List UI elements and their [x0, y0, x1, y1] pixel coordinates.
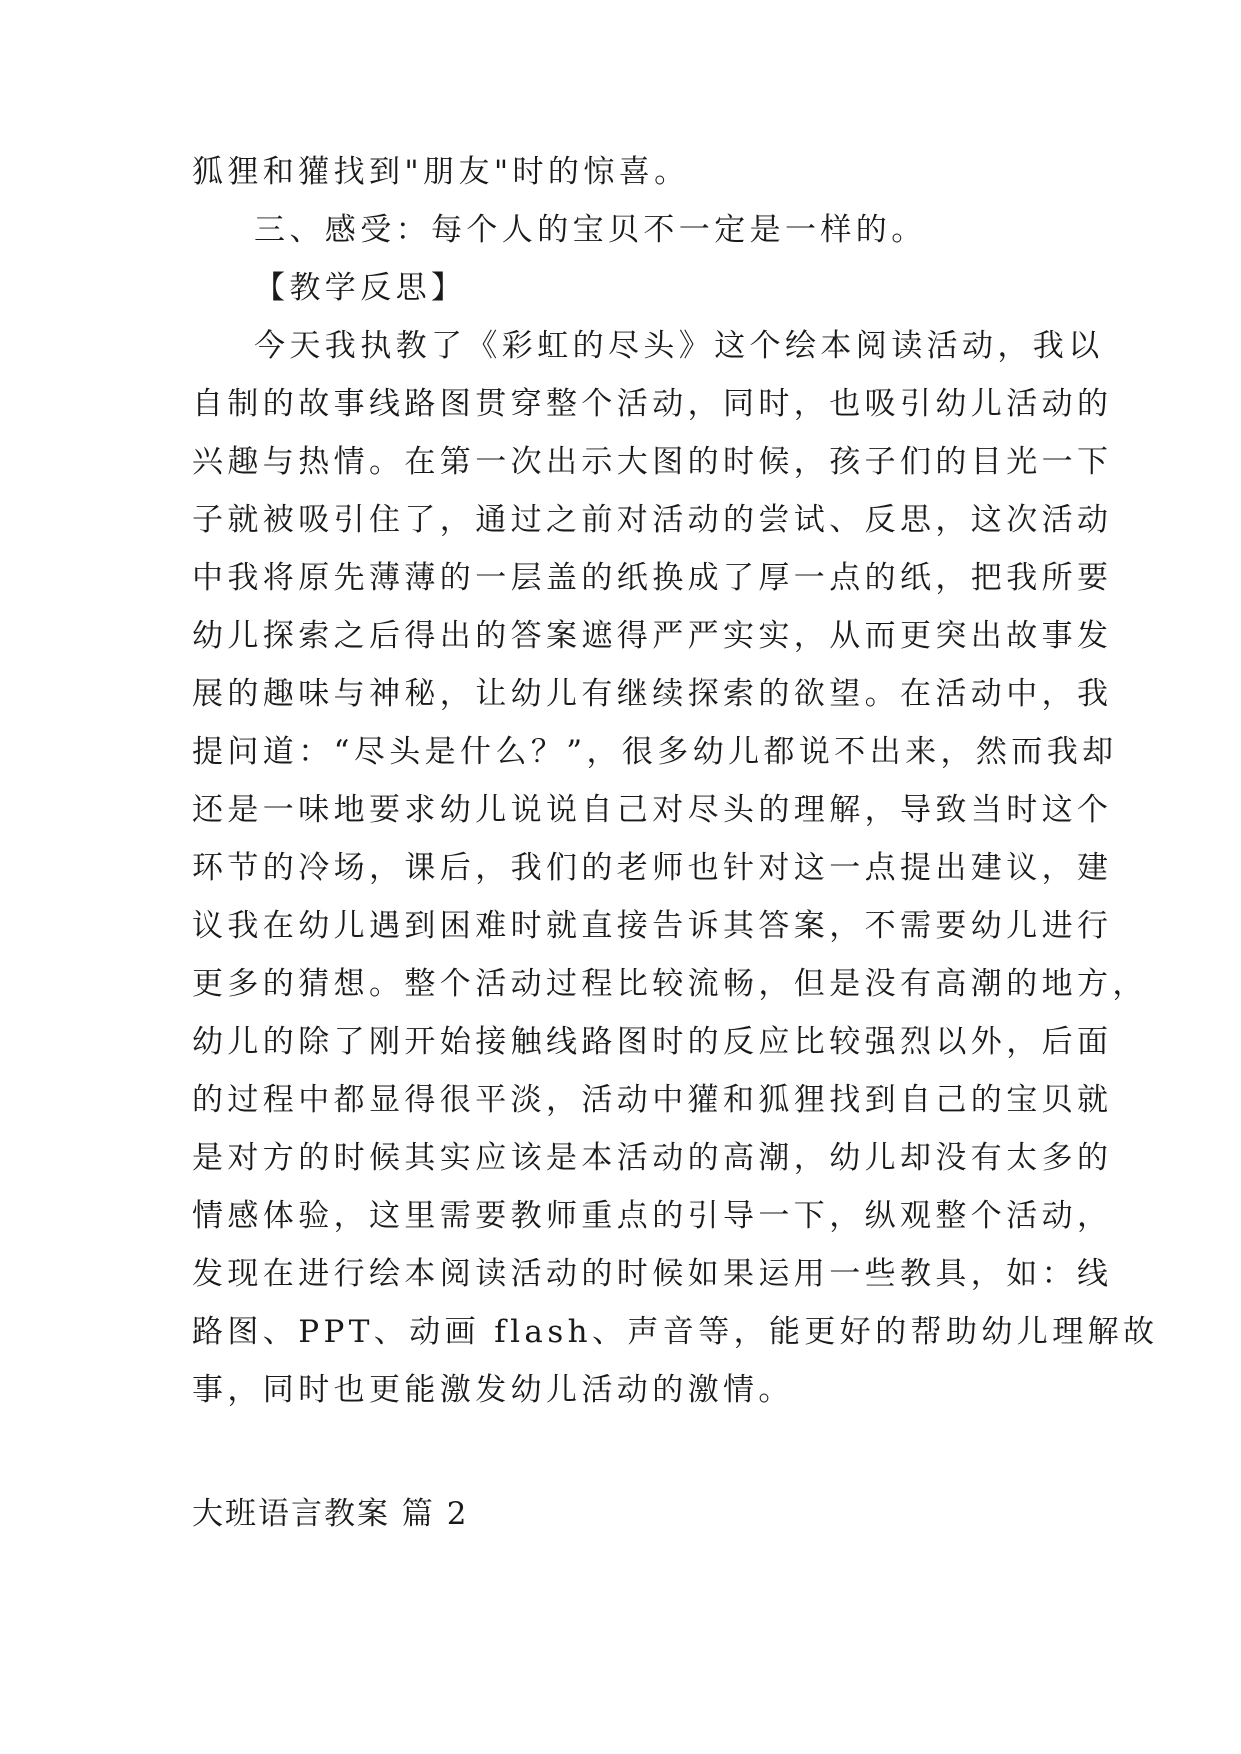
paragraph-line: 还是一味地要求幼儿说说自己对尽头的理解，导致当时这个: [192, 792, 1113, 828]
paragraph-line: 幼儿探索之后得出的答案遮得严严实实，从而更突出故事发: [192, 618, 1113, 654]
paragraph-line: 是对方的时候其实应该是本活动的高潮，幼儿却没有太多的: [192, 1140, 1113, 1176]
paragraph-line: 提问道：“尽头是什么？”，很多幼儿都说不出来，然而我却: [192, 734, 1118, 770]
paragraph-line: 环节的冷场，课后，我们的老师也针对这一点提出建议，建: [192, 850, 1113, 886]
paragraph-line: 兴趣与热情。在第一次出示大图的时候，孩子们的目光一下: [192, 444, 1113, 480]
paragraph-line: 三、感受：每个人的宝贝不一定是一样的。: [254, 212, 927, 248]
paragraph-line: 子就被吸引住了，通过之前对活动的尝试、反思，这次活动: [192, 502, 1113, 538]
section-heading: 大班语言教案 篇 2: [192, 1496, 469, 1532]
paragraph-line: 自制的故事线路图贯穿整个活动，同时，也吸引幼儿活动的: [192, 386, 1113, 422]
paragraph-line: 今天我执教了《彩虹的尽头》这个绘本阅读活动，我以: [254, 328, 1104, 364]
paragraph-line: 的过程中都显得很平淡，活动中獾和狐狸找到自己的宝贝就: [192, 1082, 1113, 1118]
paragraph-line: 议我在幼儿遇到困难时就直接告诉其答案，不需要幼儿进行: [192, 908, 1113, 944]
paragraph-line: 发现在进行绘本阅读活动的时候如果运用一些教具，如：线: [192, 1256, 1113, 1292]
paragraph-line: 事，同时也更能激发幼儿活动的激情。: [192, 1372, 794, 1408]
paragraph-line: 狐狸和獾找到"朋友"时的惊喜。: [192, 154, 690, 190]
paragraph-line: 情感体验，这里需要教师重点的引导一下，纵观整个活动，: [192, 1198, 1113, 1234]
paragraph-line: 幼儿的除了刚开始接触线路图时的反应比较强烈以外，后面: [192, 1024, 1113, 1060]
paragraph-line: 路图、PPT、动画 flash、声音等，能更好的帮助幼儿理解故: [192, 1314, 1159, 1350]
paragraph-line: 中我将原先薄薄的一层盖的纸换成了厚一点的纸，把我所要: [192, 560, 1113, 596]
paragraph-line: 更多的猜想。整个活动过程比较流畅，但是没有高潮的地方，: [192, 966, 1148, 1002]
paragraph-line: 展的趣味与神秘，让幼儿有继续探索的欲望。在活动中，我: [192, 676, 1113, 712]
reflection-heading: 【教学反思】: [254, 270, 467, 306]
